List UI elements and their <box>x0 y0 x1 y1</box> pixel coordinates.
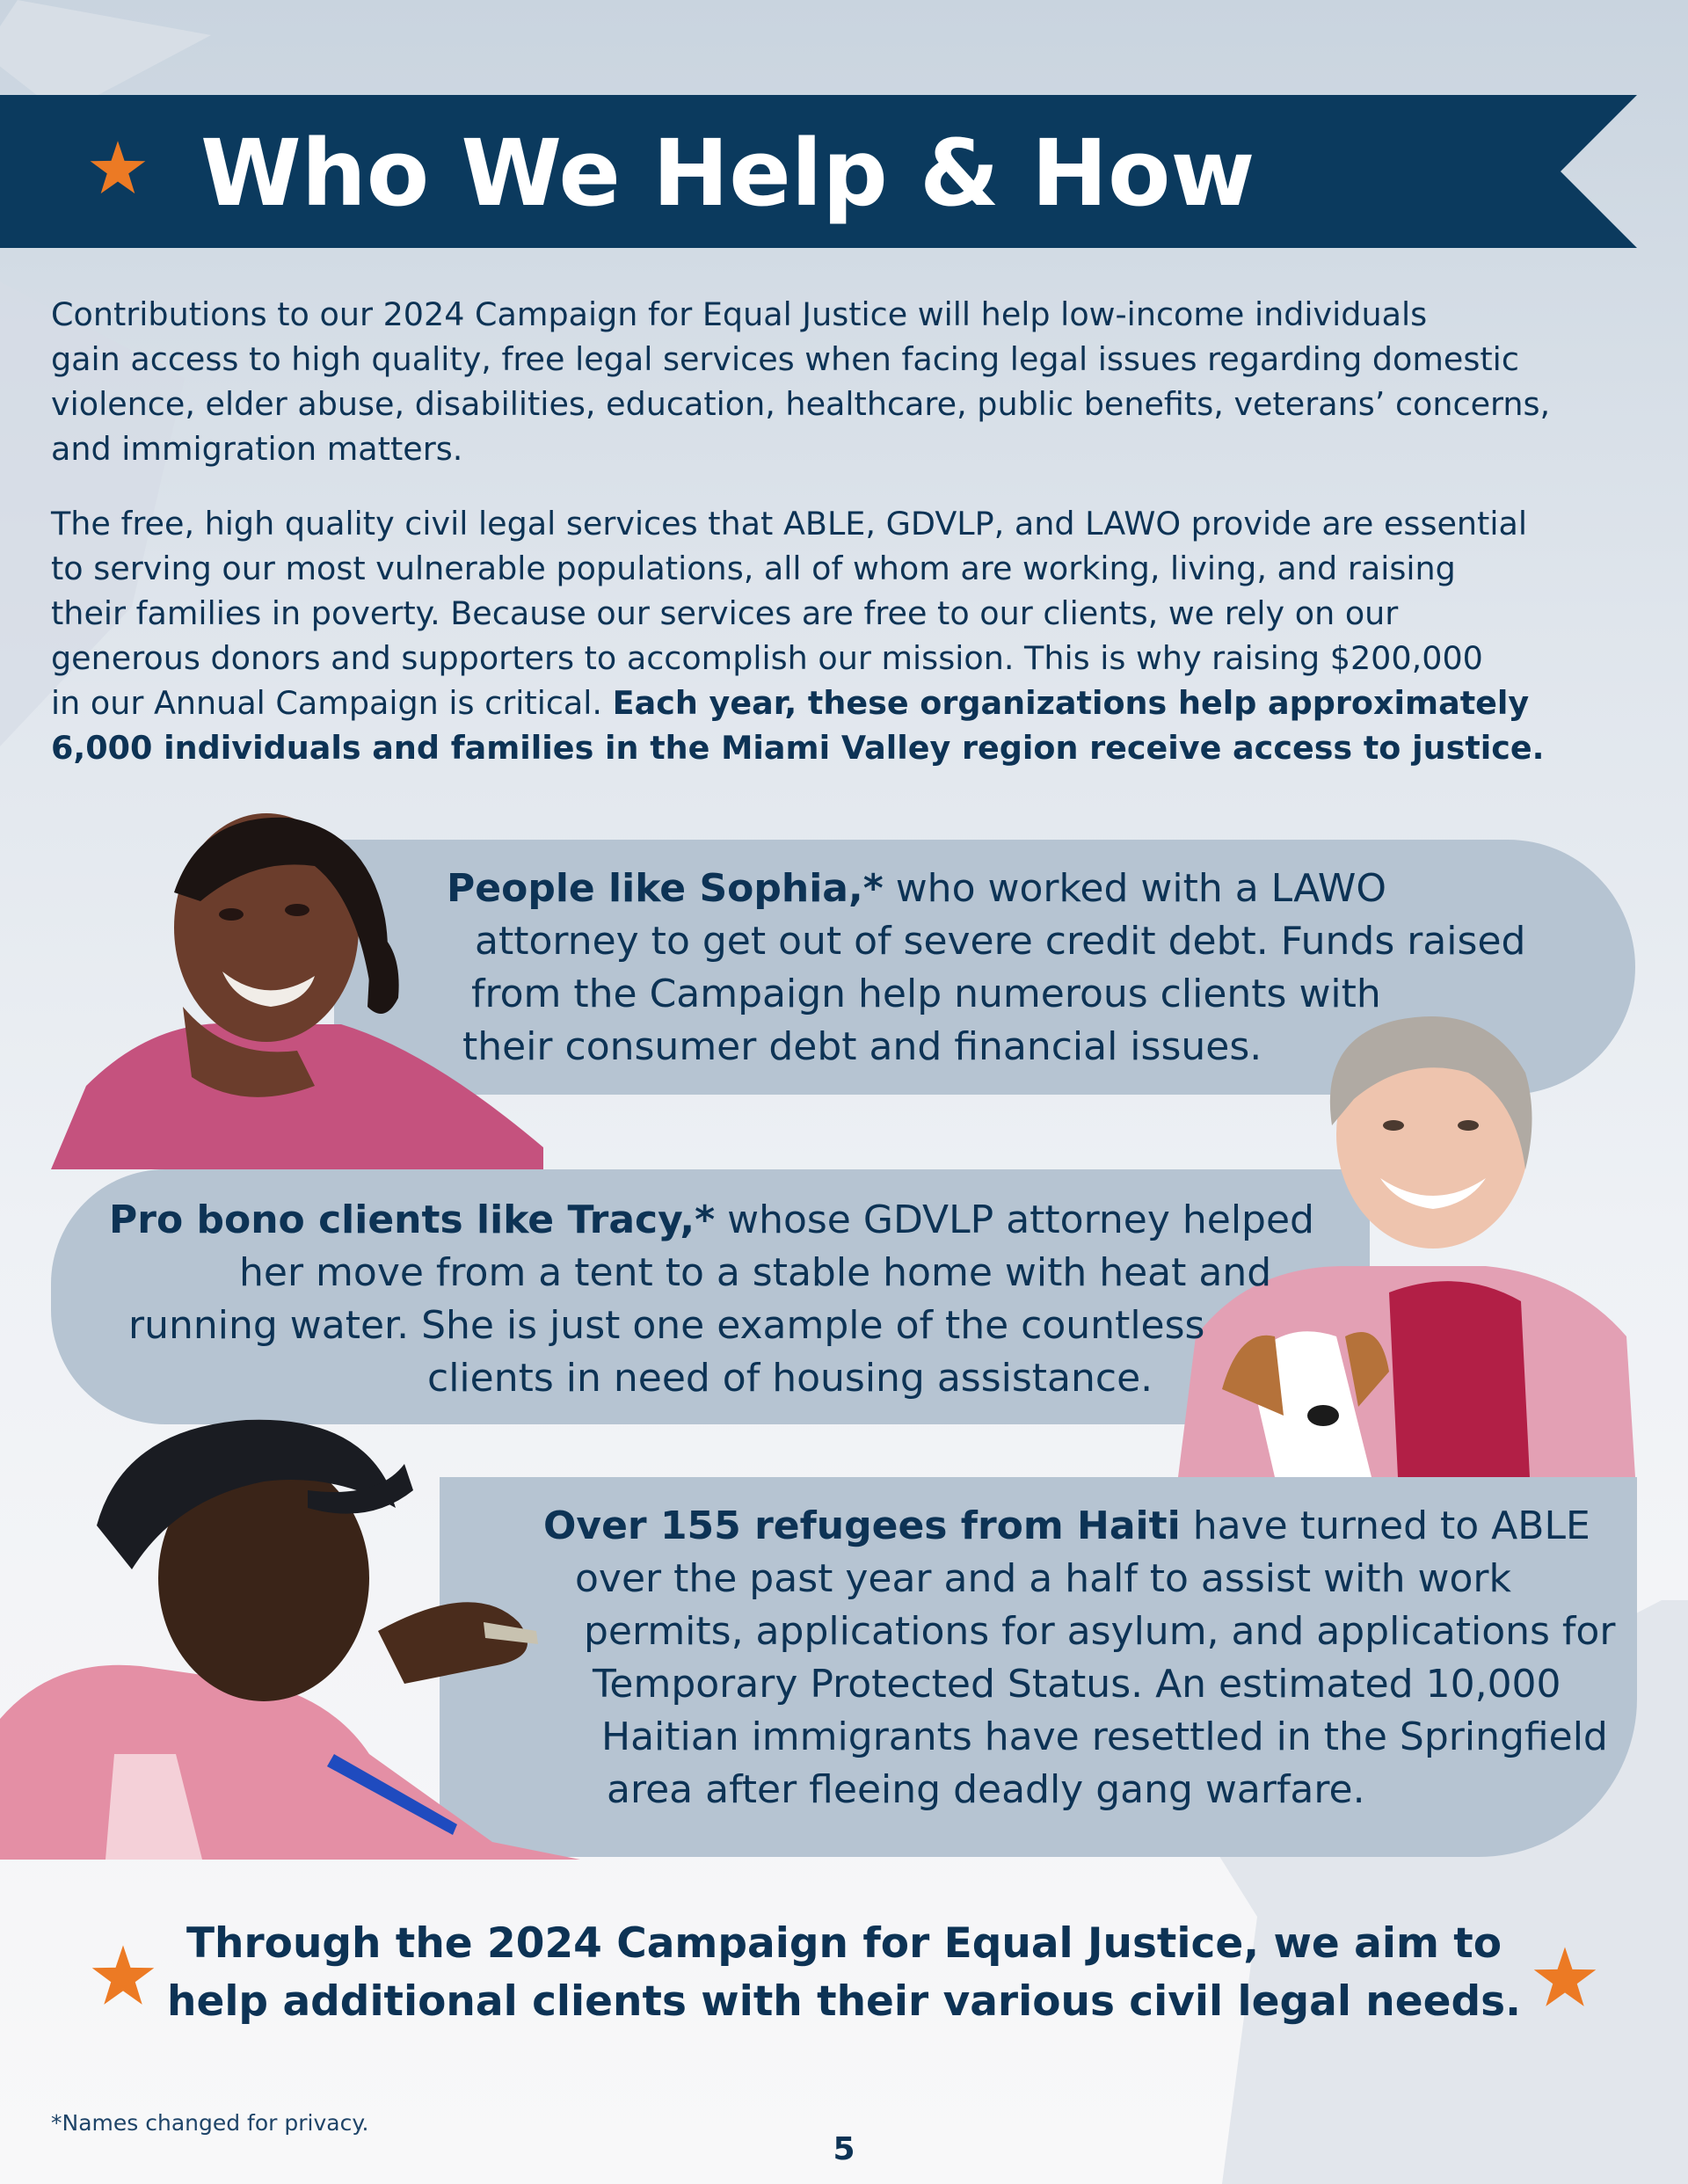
story-tracy-line-4: clients in need of housing assistance. <box>427 1356 1153 1401</box>
story-sophia-line-1 <box>447 863 1386 915</box>
story-haiti-line-1 <box>543 1500 1590 1553</box>
story-text: have turned to ABLE <box>1180 1503 1590 1548</box>
closing-statement <box>132 1915 1556 2031</box>
intro-line: and immigration matters. <box>51 430 463 468</box>
sophia-photo <box>51 796 543 1169</box>
story-text: who worked with a LAWO <box>883 866 1387 911</box>
story-sophia-line-3: from the Campaign help numerous clients with <box>471 972 1381 1016</box>
intro-line: violence, elder abuse, disabilities, education, healthcare, public benefits, veterans’ concerns, <box>51 385 1551 423</box>
story-haiti-line-4: Temporary Protected Status. An estimated 10,000 <box>593 1662 1561 1707</box>
closing-line-1: Through the 2024 Campaign for Equal Justice, we aim to <box>186 1919 1502 1968</box>
privacy-footnote: *Names changed for privacy. <box>51 2110 369 2136</box>
page-title: Who We Help & How <box>200 120 1255 227</box>
story-sophia-line-2: attorney to get out of severe credit debt. Funds raised <box>475 919 1526 964</box>
page-number: 5 <box>833 2131 855 2167</box>
story-text: whose GDVLP attorney helped <box>715 1198 1314 1242</box>
haiti-refugee-photo <box>0 1367 580 1860</box>
story-lead: Pro bono clients like Tracy,* <box>109 1198 716 1242</box>
story-haiti-line-3: permits, applications for asylum, and applications for <box>584 1609 1616 1654</box>
intro-line: gain access to high quality, free legal services when facing legal issues regarding domestic <box>51 340 1519 378</box>
story-sophia-line-4: their consumer debt and financial issues. <box>462 1024 1262 1069</box>
intro-line: to serving our most vulnerable populations, all of whom are working, living, and raising <box>51 550 1456 587</box>
intro-paragraph-1 <box>51 292 1616 471</box>
intro-highlight: Each year, these organizations help approximately <box>612 684 1530 722</box>
intro-line: in our Annual Campaign is critical. <box>51 684 613 722</box>
story-tracy-line-3: running water. She is just one example of the countless <box>128 1303 1205 1348</box>
story-haiti-line-2: over the past year and a half to assist with work <box>575 1556 1511 1601</box>
star-icon <box>90 141 146 195</box>
intro-paragraph-2 <box>51 501 1616 770</box>
story-tracy-line-2: her move from a tent to a stable home with heat and <box>239 1250 1272 1295</box>
closing-line-2: help additional clients with their various civil legal needs. <box>166 1977 1521 2026</box>
intro-line: their families in poverty. Because our services are free to our clients, we rely on our <box>51 594 1399 632</box>
intro-line: generous donors and supporters to accomplish our mission. This is why raising $200,000 <box>51 639 1483 677</box>
story-tracy-line-1 <box>109 1194 1314 1247</box>
story-lead: People like Sophia,* <box>447 866 884 911</box>
story-haiti-line-5: Haitian immigrants have resettled in the Springfield <box>601 1714 1608 1759</box>
story-haiti-line-6: area after fleeing deadly gang warfare. <box>607 1767 1365 1812</box>
intro-line: The free, high quality civil legal services that ABLE, GDVLP, and LAWO provide are essential <box>51 505 1528 542</box>
story-lead: Over 155 refugees from Haiti <box>543 1503 1181 1548</box>
intro-highlight: 6,000 individuals and families in the Miami Valley region receive access to justice. <box>51 729 1545 767</box>
intro-line: Contributions to our 2024 Campaign for Equal Justice will help low-income individuals <box>51 295 1428 333</box>
